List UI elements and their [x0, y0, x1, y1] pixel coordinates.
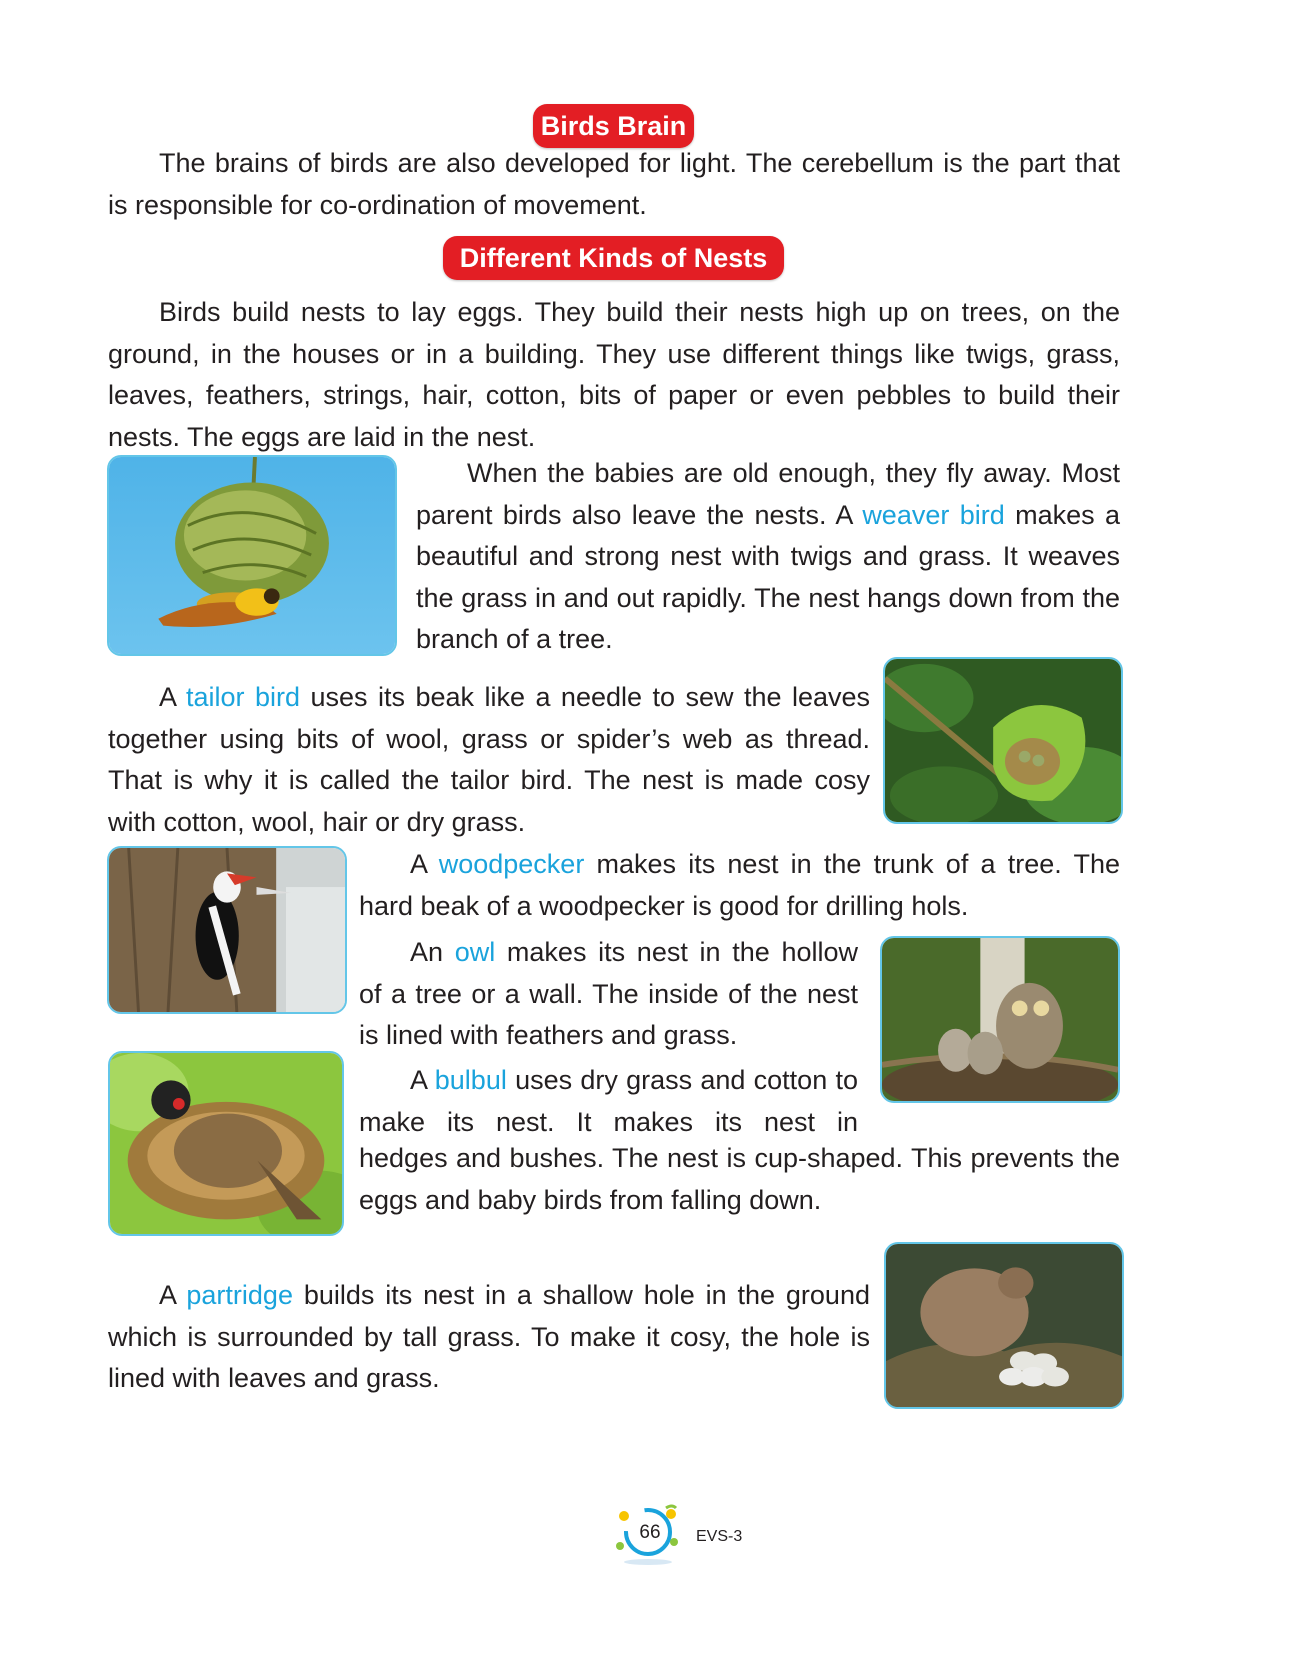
partridge-nest-photo	[884, 1242, 1124, 1409]
keyword-woodpecker: woodpecker	[438, 849, 585, 879]
keyword-weaver-bird: weaver bird	[862, 499, 1005, 530]
paragraph-birds-brain: The brains of birds are also developed for light. The cerebellum is the part that is responsible for co-ordination of movement.	[108, 148, 1120, 220]
paragraph-bulbul-top: A bulbul uses dry grass and cotton to make its nest. It makes its nest in	[359, 1065, 858, 1137]
tailor-bird-nest-photo	[883, 657, 1123, 824]
keyword-tailor-bird: tailor bird	[186, 682, 301, 712]
paragraph-nests-intro: Birds build nests to lay eggs. They build their nests high up on trees, on the ground, in the houses or in a building. They use different things like twigs, grass, leaves, feathers, strings, hair, cotton, bits of paper or even pebbles to build their nests. The eggs are laid in the nest.	[108, 297, 1120, 452]
keyword-bulbul: bulbul	[434, 1065, 507, 1095]
heading-different-nests: Different Kinds of Nests	[443, 236, 784, 280]
paragraph-tailor-bird: A tailor bird uses its beak like a needle to sew the leaves together using bits of wool, grass or spider’s web as thread. That is why it is called the tailor bird. The nest is made cosy with cotton, wool, hair or dry grass.	[108, 682, 870, 837]
book-code: EVS-3	[696, 1528, 743, 1545]
keyword-partridge: partridge	[186, 1280, 293, 1310]
keyword-owl: owl	[454, 937, 496, 967]
page-number: 66	[639, 1522, 661, 1543]
weaver-bird-nest-photo	[107, 455, 397, 656]
paragraph-owl: An owl makes its nest in the hollow of a tree or a wall. The inside of the nest is lined with feathers and grass.	[359, 937, 858, 1050]
bulbul-nest-photo	[108, 1051, 344, 1236]
woodpecker-photo	[107, 846, 347, 1014]
paragraph-bulbul-bottom: hedges and bushes. The nest is cup-shaped. This prevents the eggs and baby birds from falling down.	[359, 1143, 1120, 1215]
paragraph-weaver-bird: When the babies are old enough, they fly away. Most parent birds also leave the nests. A weaver bird makes a beautiful and strong nest with twigs and grass. It weaves the grass in and out rapidly. The nest hangs down from the branch of a tree.	[416, 458, 1121, 654]
owl-nest-photo	[880, 936, 1120, 1103]
heading-birds-brain: Birds Brain	[533, 104, 694, 148]
paragraph-partridge: A partridge builds its nest in a shallow hole in the ground which is surrounded by tall grass. To make it cosy, the hole is lined with leaves and grass.	[108, 1280, 870, 1393]
paragraph-woodpecker: A woodpecker makes its nest in the trunk of a tree. The hard beak of a woodpecker is good for drilling hols.	[359, 849, 1120, 921]
